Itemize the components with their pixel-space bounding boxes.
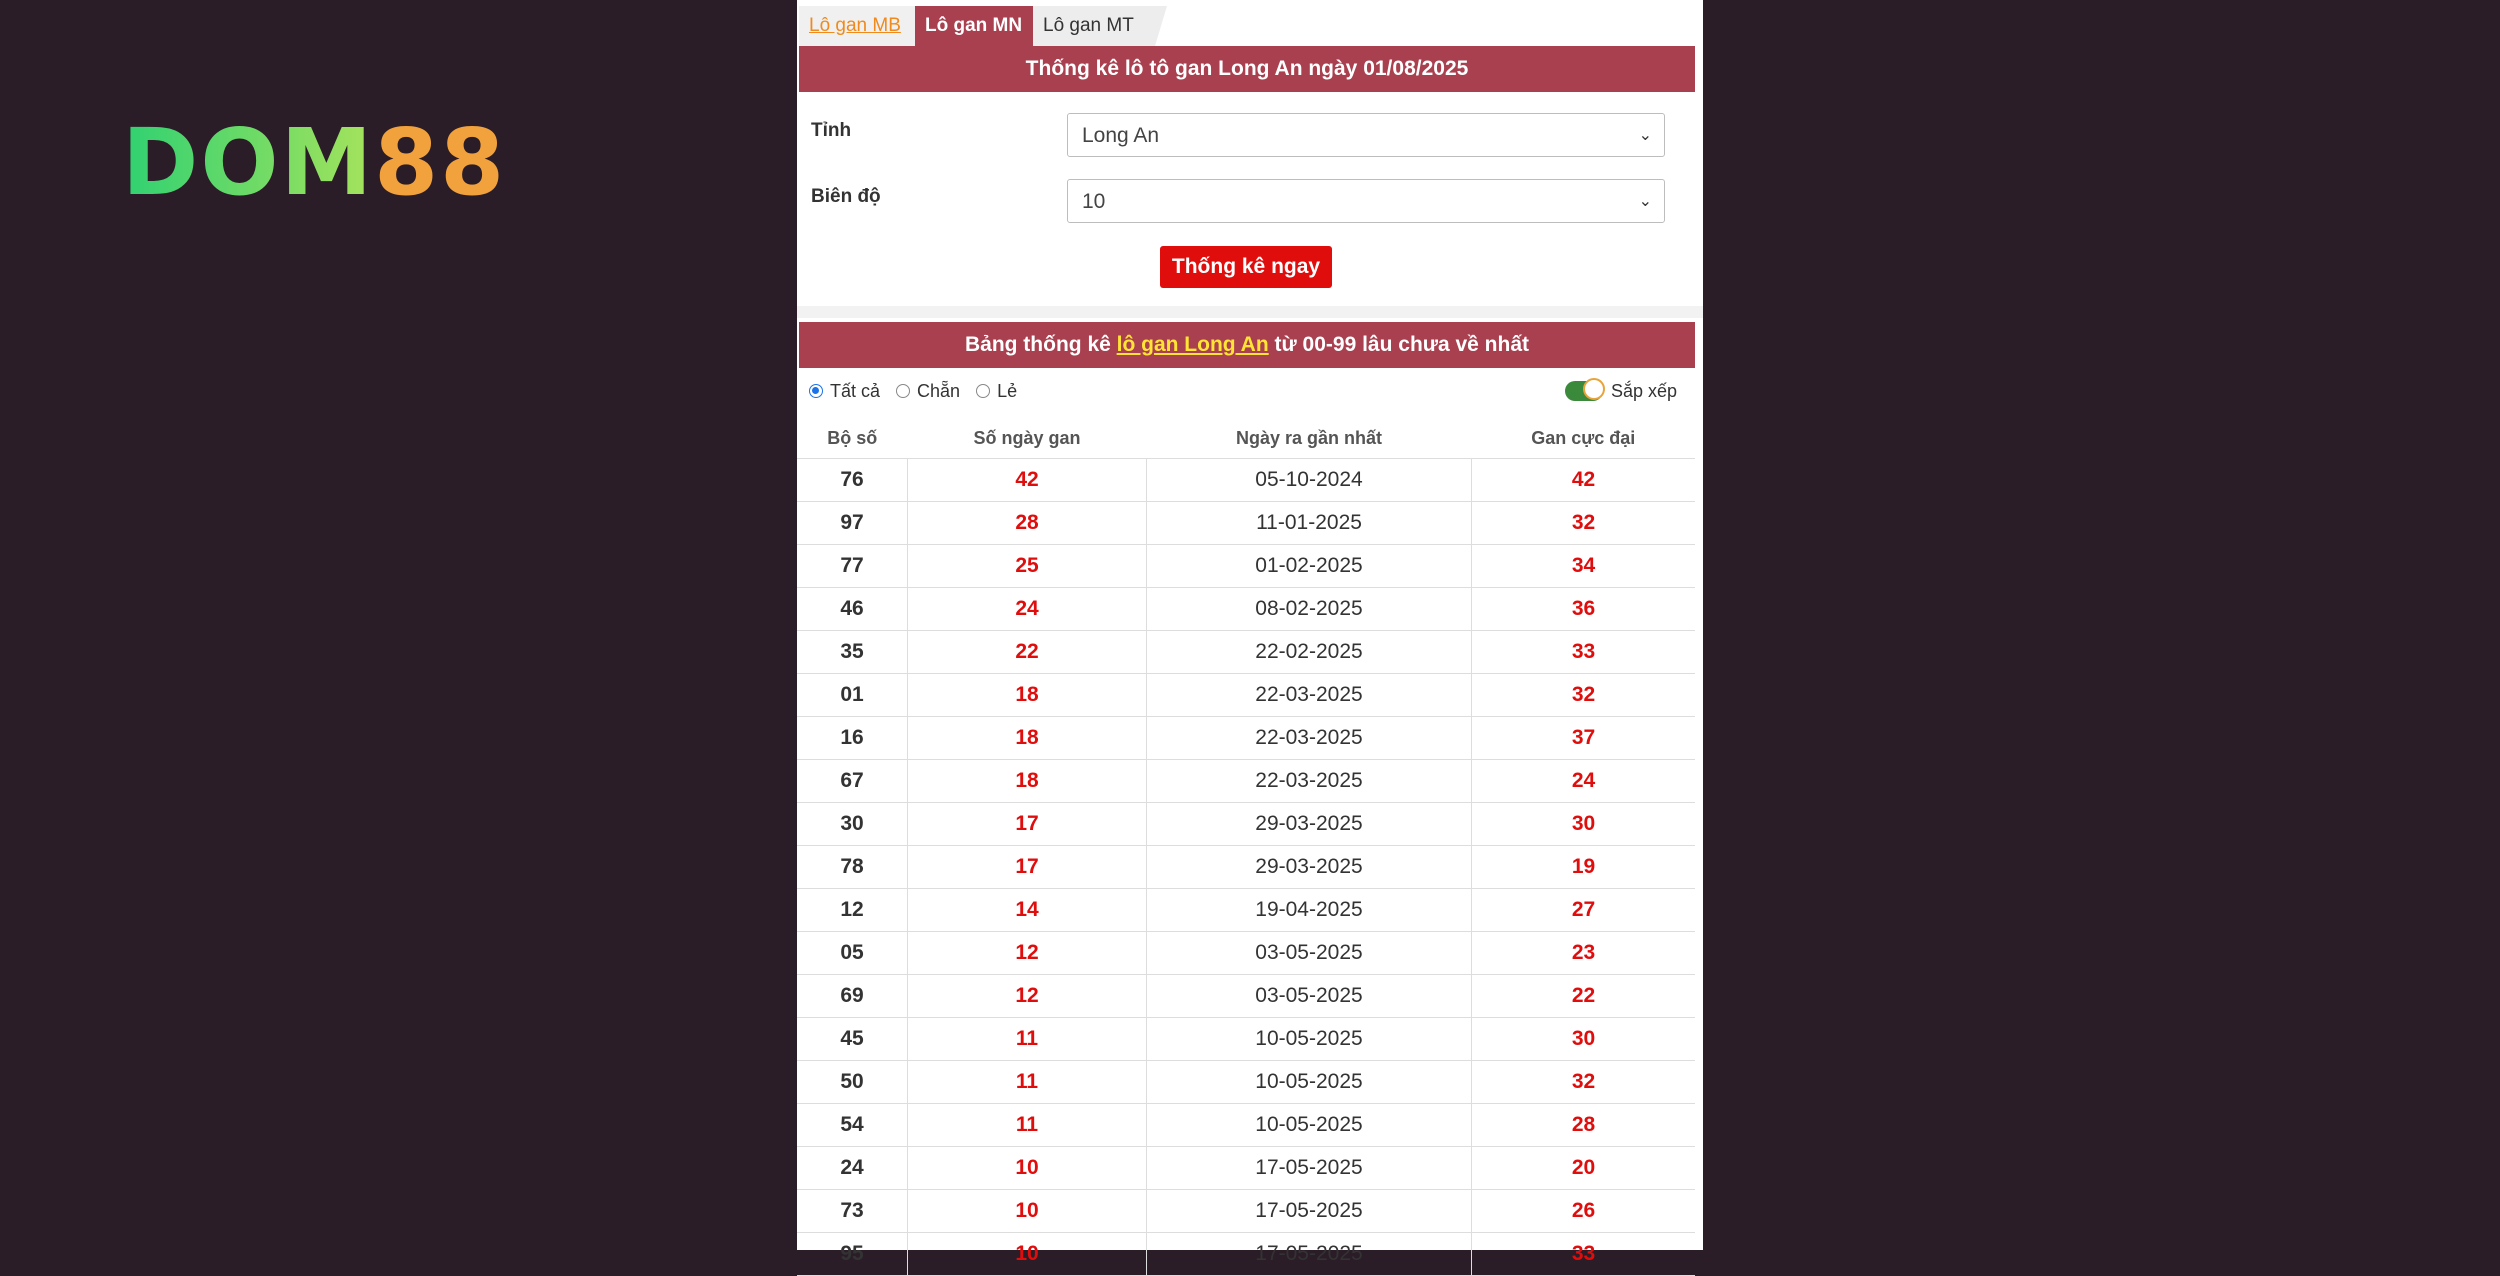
- table-title-suffix: từ 00-99 lâu chưa về nhất: [1268, 333, 1530, 356]
- tab-bar: [797, 0, 1703, 46]
- cell-max-gan: 20: [1472, 1147, 1696, 1190]
- lo-gan-panel: [797, 0, 1703, 1265]
- table-row: [797, 846, 1695, 889]
- province-label: Tỉnh: [811, 120, 852, 141]
- filter-even[interactable]: [896, 381, 960, 402]
- cell-days-gan: 11: [908, 1018, 1147, 1061]
- filter-even-label: Chẵn: [917, 380, 961, 401]
- column-header: Số ngày gan: [908, 418, 1147, 459]
- cell-days-gan: 10: [908, 1147, 1147, 1190]
- province-select[interactable]: [1067, 113, 1665, 157]
- cell-number: 05: [797, 932, 908, 975]
- cell-max-gan: 30: [1472, 803, 1696, 846]
- table-row: [797, 975, 1695, 1018]
- cell-number: 35: [797, 631, 908, 674]
- column-header: Ngày ra gần nhất: [1147, 418, 1472, 459]
- cell-last-date: 10-05-2025: [1147, 1018, 1472, 1061]
- cell-max-gan: 33: [1472, 631, 1696, 674]
- radio-icon[interactable]: [896, 384, 910, 398]
- table-title-link[interactable]: lô gan Long An: [1116, 333, 1269, 356]
- cell-last-date: 17-05-2025: [1147, 1147, 1472, 1190]
- cell-last-date: 11-01-2025: [1147, 502, 1472, 545]
- table-row: [797, 1018, 1695, 1061]
- cell-last-date: 03-05-2025: [1147, 975, 1472, 1018]
- cell-last-date: 17-05-2025: [1147, 1190, 1472, 1233]
- column-header: Bộ số: [797, 418, 908, 459]
- cell-number: 24: [797, 1147, 908, 1190]
- cell-last-date: 22-03-2025: [1147, 760, 1472, 803]
- cell-last-date: 08-02-2025: [1147, 588, 1472, 631]
- section-divider: [797, 306, 1703, 318]
- cell-max-gan: 32: [1472, 1061, 1696, 1104]
- cell-max-gan: 28: [1472, 1104, 1696, 1147]
- cell-number: 46: [797, 588, 908, 631]
- cell-days-gan: 24: [908, 588, 1147, 631]
- cell-days-gan: 18: [908, 674, 1147, 717]
- cell-number: 01: [797, 674, 908, 717]
- cell-days-gan: 11: [908, 1061, 1147, 1104]
- cell-days-gan: 10: [908, 1190, 1147, 1233]
- cell-last-date: 22-02-2025: [1147, 631, 1472, 674]
- table-header-row: [797, 418, 1695, 459]
- cell-last-date: 01-02-2025: [1147, 545, 1472, 588]
- cell-max-gan: 22: [1472, 975, 1696, 1018]
- province-select-value: Long An: [1082, 124, 1160, 147]
- cell-max-gan: 42: [1472, 459, 1696, 502]
- cell-last-date: 29-03-2025: [1147, 803, 1472, 846]
- table-row: [797, 502, 1695, 545]
- tab-lo-gan-mt[interactable]: Lô gan MT: [1033, 6, 1155, 46]
- table-row: [797, 889, 1695, 932]
- filter-odd[interactable]: [976, 381, 1017, 402]
- table-row: [797, 932, 1695, 975]
- parity-filter: [809, 378, 1033, 404]
- tab-lo-gan-mb[interactable]: Lô gan MB: [799, 6, 923, 46]
- cell-max-gan: 23: [1472, 932, 1696, 975]
- table-row: [797, 1061, 1695, 1104]
- lo-gan-table: [797, 418, 1695, 1276]
- table-row: [797, 1147, 1695, 1190]
- cell-days-gan: 12: [908, 932, 1147, 975]
- table-row: [797, 1233, 1695, 1276]
- cell-max-gan: 24: [1472, 760, 1696, 803]
- range-label: Biên độ: [811, 186, 881, 207]
- cell-max-gan: 37: [1472, 717, 1696, 760]
- range-select-value: 10: [1082, 190, 1106, 213]
- cell-days-gan: 17: [908, 846, 1147, 889]
- cell-last-date: 03-05-2025: [1147, 932, 1472, 975]
- cell-max-gan: 26: [1472, 1190, 1696, 1233]
- cell-days-gan: 28: [908, 502, 1147, 545]
- cell-number: 16: [797, 717, 908, 760]
- column-header: Gan cực đại: [1472, 418, 1696, 459]
- table-row: [797, 1190, 1695, 1233]
- cell-max-gan: 32: [1472, 502, 1696, 545]
- cell-last-date: 19-04-2025: [1147, 889, 1472, 932]
- cell-days-gan: 10: [908, 1233, 1147, 1276]
- cell-number: 30: [797, 803, 908, 846]
- cell-number: 67: [797, 760, 908, 803]
- filter-all-label: Tất cả: [830, 380, 881, 401]
- filter-all[interactable]: [809, 381, 880, 402]
- sort-toggle[interactable]: [1565, 378, 1677, 404]
- cell-max-gan: 19: [1472, 846, 1696, 889]
- cell-days-gan: 42: [908, 459, 1147, 502]
- cell-number: 45: [797, 1018, 908, 1061]
- table-row: [797, 545, 1695, 588]
- cell-days-gan: 11: [908, 1104, 1147, 1147]
- cell-max-gan: 36: [1472, 588, 1696, 631]
- cell-last-date: 22-03-2025: [1147, 717, 1472, 760]
- cell-last-date: 05-10-2024: [1147, 459, 1472, 502]
- cell-max-gan: 33: [1472, 1233, 1696, 1276]
- cell-max-gan: 34: [1472, 545, 1696, 588]
- cell-number: 77: [797, 545, 908, 588]
- cell-number: 50: [797, 1061, 908, 1104]
- logo-part-dom: DOM: [122, 109, 375, 216]
- cell-number: 97: [797, 502, 908, 545]
- table-row: [797, 588, 1695, 631]
- cell-max-gan: 27: [1472, 889, 1696, 932]
- cell-max-gan: 32: [1472, 674, 1696, 717]
- cell-number: 12: [797, 889, 908, 932]
- table-row: [797, 760, 1695, 803]
- table-row: [797, 459, 1695, 502]
- form-title: Thống kê lô tô gan Long An ngày 01/08/2025: [799, 46, 1695, 92]
- table-row: [797, 631, 1695, 674]
- cell-last-date: 10-05-2025: [1147, 1104, 1472, 1147]
- tab-lo-gan-mn[interactable]: Lô gan MN: [915, 6, 1037, 46]
- cell-number: 76: [797, 459, 908, 502]
- table-row: [797, 803, 1695, 846]
- radio-icon[interactable]: [976, 384, 990, 398]
- chevron-down-icon: ⌄: [1638, 193, 1652, 210]
- filter-odd-label: Lẻ: [997, 380, 1018, 401]
- chevron-down-icon: ⌄: [1638, 127, 1652, 144]
- range-select[interactable]: [1067, 179, 1665, 223]
- cell-number: 95: [797, 1233, 908, 1276]
- cell-days-gan: 12: [908, 975, 1147, 1018]
- cell-days-gan: 17: [908, 803, 1147, 846]
- sort-label: Sắp xếp: [1610, 380, 1677, 401]
- dom88-logo: [122, 109, 507, 216]
- table-title-prefix: Bảng thống kê: [964, 333, 1117, 356]
- table-row: [797, 674, 1695, 717]
- cell-days-gan: 18: [908, 717, 1147, 760]
- cell-max-gan: 30: [1472, 1018, 1696, 1061]
- cell-number: 69: [797, 975, 908, 1018]
- cell-days-gan: 14: [908, 889, 1147, 932]
- cell-number: 78: [797, 846, 908, 889]
- table-title: [799, 322, 1695, 368]
- cell-number: 54: [797, 1104, 908, 1147]
- table-row: [797, 1104, 1695, 1147]
- cell-last-date: 17-05-2025: [1147, 1233, 1472, 1276]
- cell-last-date: 10-05-2025: [1147, 1061, 1472, 1104]
- cell-last-date: 29-03-2025: [1147, 846, 1472, 889]
- cell-days-gan: 18: [908, 760, 1147, 803]
- cell-last-date: 22-03-2025: [1147, 674, 1472, 717]
- cell-number: 73: [797, 1190, 908, 1233]
- table-row: [797, 717, 1695, 760]
- radio-selected-icon[interactable]: [809, 384, 823, 398]
- cell-days-gan: 25: [908, 545, 1147, 588]
- submit-button[interactable]: Thống kê ngay: [1160, 246, 1332, 288]
- logo-part-88: 88: [374, 109, 507, 216]
- cell-days-gan: 22: [908, 631, 1147, 674]
- toggle-switch-icon[interactable]: [1565, 381, 1603, 401]
